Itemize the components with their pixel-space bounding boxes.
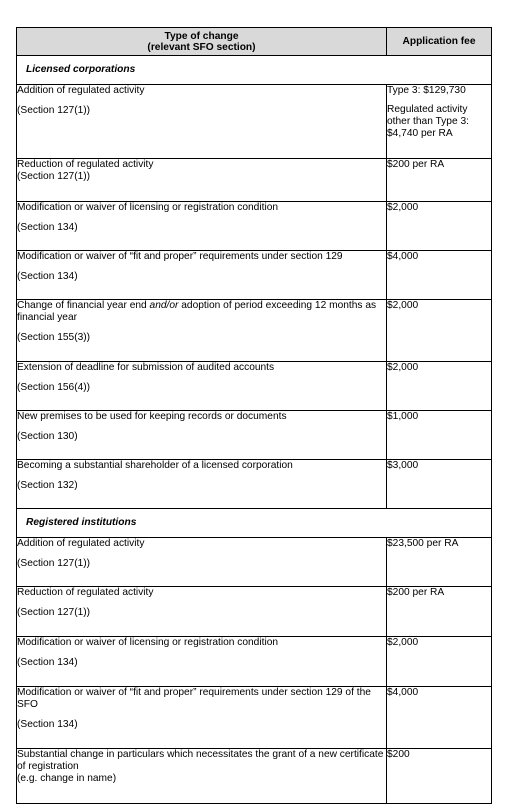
table-row [17,85,492,159]
section-reference: (Section 127(1)) [17,607,91,618]
fee-text: Type 3: $129,730 [387,85,466,96]
fee-text: $4,000 [387,251,419,262]
section-reference: (Section 127(1)) [17,105,91,116]
change-text-italic: and/or [149,300,179,311]
fee-cell [387,202,492,251]
fee-cell [387,411,492,460]
application-fee-header: Application fee [387,28,492,56]
fee-text: $200 per RA [387,587,445,598]
fee-cell [387,587,492,637]
table-row [17,538,492,587]
table-row [17,460,492,509]
change-text: Modification or waiver of “fit and proper” requirements under section 129 [17,251,343,262]
change-text: Modification or waiver of “fit and proper” requirements under section 129 of the SFO [17,687,371,710]
section-reference: (Section 155(3)) [17,332,91,343]
change-text: Modification or waiver of licensing or registration condition [17,637,279,648]
change-description [17,587,387,637]
section-label: Licensed corporations [26,64,136,75]
change-description [17,300,387,362]
change-text: Addition of regulated activity [17,85,145,96]
change-text: New premises to be used for keeping records or documents [17,411,287,422]
fee-cell [387,362,492,411]
fee-text: $23,500 per RA [387,538,459,549]
change-description [17,411,387,460]
fee-cell [387,251,492,300]
section-row-licensed [17,56,492,85]
change-text: Becoming a substantial shareholder of a licensed corporation [17,460,293,471]
fee-text: $2,000 [387,300,419,311]
change-description [17,362,387,411]
table-row [17,687,492,749]
fee-text: Regulated activity other than Type 3: $4,740 per RA [387,104,469,139]
table-row [17,300,492,362]
change-text: Modification or waiver of licensing or registration condition [17,202,279,213]
fee-cell [387,300,492,362]
fee-text: $200 per RA [387,159,445,170]
fee-cell [387,749,492,804]
table-row [17,749,492,804]
change-text [17,300,386,324]
change-description [17,202,387,251]
section-reference: (Section 127(1)) [17,558,91,569]
type-header-line2: (relevant SFO section) [147,41,256,53]
fee-cell [387,159,492,202]
change-description [17,637,387,687]
section-reference: (Section 134) [17,657,78,668]
fee-cell [387,637,492,687]
section-reference: (Section 130) [17,431,78,442]
fee-text: $2,000 [387,202,419,213]
fee-cell [387,687,492,749]
section-reference: (Section 134) [17,222,78,233]
table-row [17,159,492,202]
change-description [17,460,387,509]
table-row [17,587,492,637]
change-text: Reduction of regulated activity [17,159,154,170]
change-description [17,687,387,749]
fee-text: $1,000 [387,411,419,422]
table-row [17,251,492,300]
change-description [17,85,387,159]
table-row [17,411,492,460]
fee-cell [387,460,492,509]
fee-text: $2,000 [387,362,419,373]
change-description [17,749,387,804]
fee-text: $3,000 [387,460,419,471]
section-reference: (Section 132) [17,480,78,491]
change-description [17,251,387,300]
change-text: Reduction of regulated activity [17,587,154,598]
change-text: Extension of deadline for submission of audited accounts [17,362,275,373]
section-reference: (Section 134) [17,271,78,282]
change-description [17,538,387,587]
change-text-part2: adoption of period exceeding 12 months as financial year [17,300,377,323]
section-reference: (Section 156(4)) [17,382,91,393]
type-of-change-header [17,28,387,56]
section-label: Registered institutions [26,517,137,528]
fee-text: $4,000 [387,687,419,698]
table-header-row [17,28,492,56]
type-header-line1: Type of change [164,30,239,42]
fee-cell [387,85,492,159]
change-text: Addition of regulated activity [17,538,145,549]
table-row [17,362,492,411]
fee-text: $200 [387,749,410,760]
table-row [17,637,492,687]
application-fee-table [16,27,492,804]
section-reference: (Section 134) [17,719,78,730]
fee-text: $2,000 [387,637,419,648]
fee-cell [387,538,492,587]
change-text: Substantial change in particulars which necessitates the grant of a new certificate of registration [17,749,384,772]
table-row [17,202,492,251]
change-text-part1: Change of financial year end [17,300,150,311]
section-reference: (Section 127(1)) [17,171,91,182]
change-example: (e.g. change in name) [17,773,117,784]
section-row-registered [17,509,492,538]
change-description [17,159,387,202]
